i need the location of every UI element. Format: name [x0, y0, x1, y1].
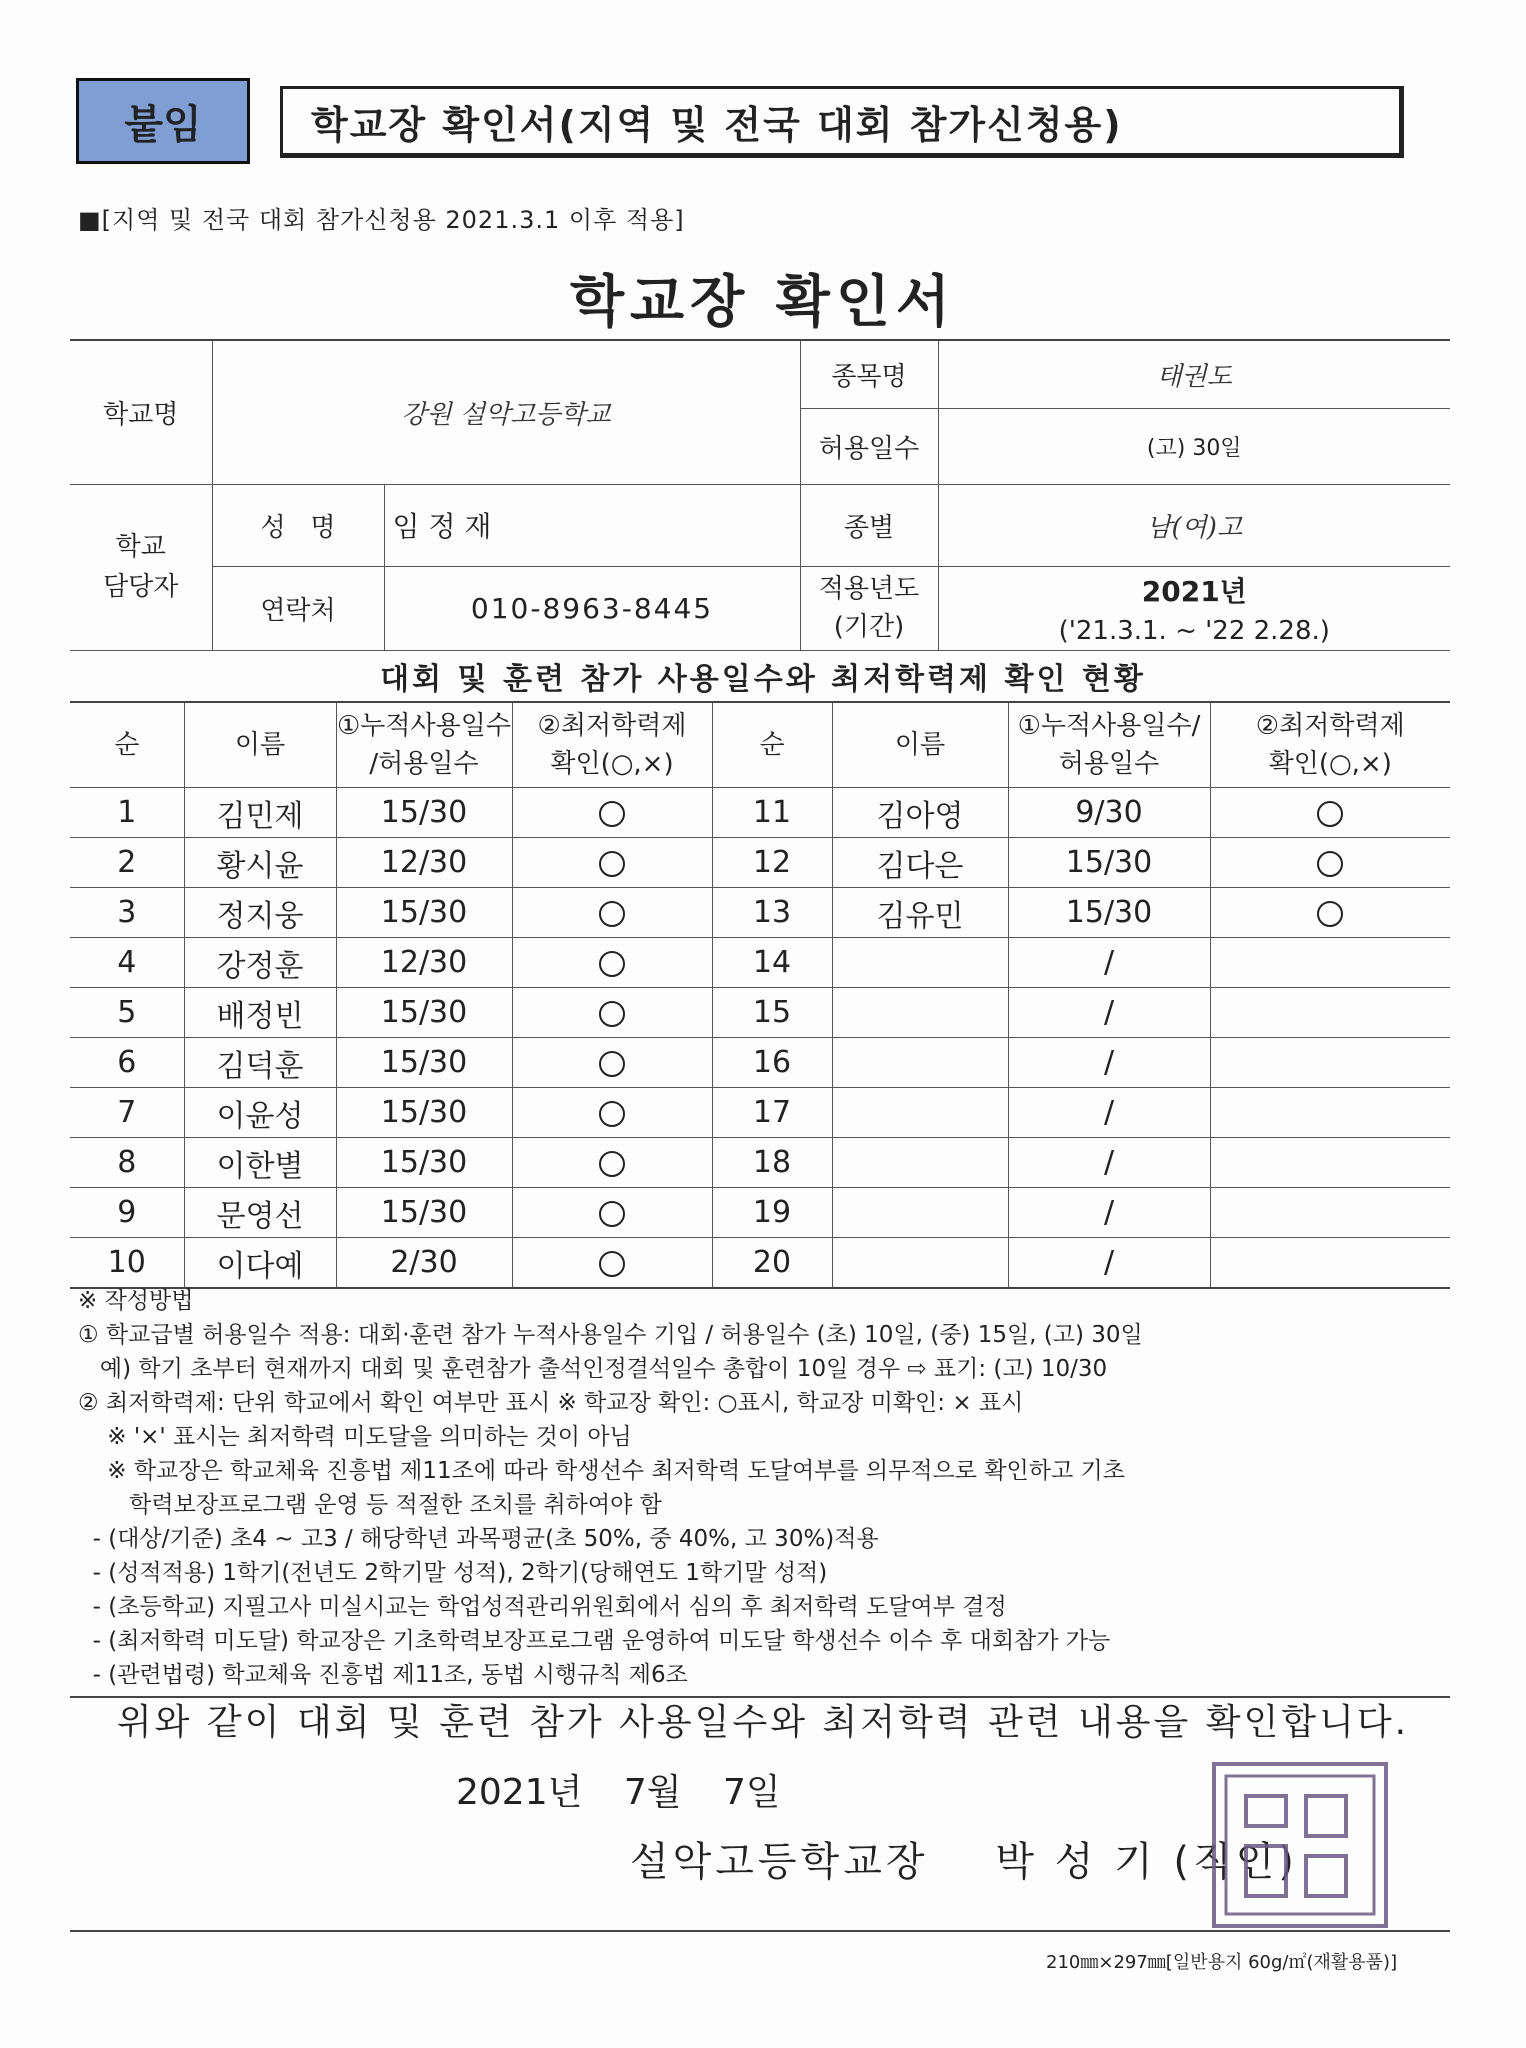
cell-check	[1210, 838, 1450, 888]
cell-no: 11	[712, 788, 832, 838]
document-header-title: 학교장 확인서(지역 및 전국 대회 참가신청용)	[280, 86, 1404, 158]
cell-days: 15/30	[336, 1188, 512, 1238]
year-cell	[938, 566, 1450, 650]
cell-student-name: 강정훈	[184, 938, 336, 988]
cell-no: 18	[712, 1138, 832, 1188]
cell-student-name: 황시윤	[184, 838, 336, 888]
cell-days: /	[1008, 938, 1210, 988]
col-header-days: ①누적사용일수 /허용일수	[336, 702, 512, 788]
principal-signature: 설악고등학교장 박 성 기 (직인)	[630, 1839, 1298, 1885]
cell-no: 9	[70, 1188, 184, 1238]
col-header-no: 순	[70, 702, 184, 788]
cell-student-name: 이한별	[184, 1138, 336, 1188]
cell-no: 20	[712, 1238, 832, 1289]
table-row	[70, 888, 1450, 938]
contact-phone-value: 010-8963-8445	[384, 566, 800, 650]
cell-student-name	[832, 938, 1008, 988]
table-row	[70, 988, 1450, 1038]
note-line: - (초등학교) 지필고사 미실시교는 학업성적관리위원회에서 심의 후 최저학력 도달여부 결정	[78, 1594, 1007, 1620]
cell-no: 4	[70, 938, 184, 988]
divider	[70, 1930, 1450, 1932]
cell-student-name: 정지웅	[184, 888, 336, 938]
cell-student-name: 김덕훈	[184, 1038, 336, 1088]
cell-student-name	[832, 1238, 1008, 1289]
check-circle-icon	[599, 1051, 625, 1077]
table-row	[70, 1138, 1450, 1188]
table-row	[70, 788, 1450, 838]
cell-days: 12/30	[336, 938, 512, 988]
cell-check	[1210, 1188, 1450, 1238]
cell-days: /	[1008, 1238, 1210, 1289]
cell-days: /	[1008, 988, 1210, 1038]
paper-spec-footer: 210㎜×297㎜[일반용지 60g/㎡(재활용품)]	[1046, 1952, 1398, 1973]
note-line: 예) 학기 초부터 현재까지 대회 및 훈련참가 출석인정결석일수 총합이 10일 경우 ⇨ 표기: (고) 10/30	[78, 1356, 1108, 1382]
attachment-tag: 붙임	[76, 78, 250, 164]
school-name-value: 강원 설악고등학교	[212, 340, 800, 484]
cell-days: 12/30	[336, 838, 512, 888]
cell-no: 2	[70, 838, 184, 888]
cell-no: 14	[712, 938, 832, 988]
period-value: ('21.3.1. ~ '22 2.28.)	[1058, 616, 1330, 646]
cell-check	[512, 838, 712, 888]
note-line: ※ 작성방법	[78, 1288, 194, 1314]
col-header-no-2: 순	[712, 702, 832, 788]
check-circle-icon	[599, 1201, 625, 1227]
signing-date: 2021년 7월 7일	[456, 1772, 781, 1813]
cell-days: 9/30	[1008, 788, 1210, 838]
school-name-label: 학교명	[70, 340, 212, 484]
cell-student-name: 김아영	[832, 788, 1008, 838]
seal-icon	[1216, 1766, 1384, 1924]
cell-no: 10	[70, 1238, 184, 1289]
note-line: - (대상/기준) 초4 ~ 고3 / 해당학년 과목평균(초 50%, 중 40%, 고 30%)적용	[78, 1526, 879, 1552]
cell-days: 15/30	[336, 888, 512, 938]
cell-no: 8	[70, 1138, 184, 1188]
cell-check	[1210, 1138, 1450, 1188]
cell-student-name: 문영선	[184, 1188, 336, 1238]
check-circle-icon	[599, 951, 625, 977]
cell-days: 15/30	[1008, 838, 1210, 888]
note-line: - (최저학력 미도달) 학교장은 기초학력보장프로그램 운영하여 미도달 학생선수 이수 후 대회참가 가능	[78, 1628, 1111, 1654]
contact-name-label: 성 명	[212, 484, 384, 566]
cell-no: 17	[712, 1088, 832, 1138]
cell-check	[1210, 1038, 1450, 1088]
check-circle-icon	[599, 801, 625, 827]
cell-days: /	[1008, 1188, 1210, 1238]
cell-no: 1	[70, 788, 184, 838]
cell-check	[512, 788, 712, 838]
contact-name-value: 임 정 재	[384, 484, 800, 566]
section-title: 대회 및 훈련 참가 사용일수와 최저학력제 확인 현황	[380, 662, 1146, 697]
note-line: 학력보장프로그램 운영 등 적절한 조치를 취하여야 함	[78, 1492, 662, 1518]
cell-student-name: 이윤성	[184, 1088, 336, 1138]
cell-days: 15/30	[336, 1088, 512, 1138]
note-line: ② 최저학력제: 단위 학교에서 확인 여부만 표시 ※ 학교장 확인: ○표시, 학교장 미확인: × 표시	[78, 1390, 1024, 1416]
note-line: - (성적적용) 1학기(전년도 2학기말 성적), 2학기(당해연도 1학기말 성적)	[78, 1560, 828, 1586]
cell-student-name: 이다예	[184, 1238, 336, 1289]
page-title: 학교장 확인서	[569, 270, 957, 335]
check-circle-icon	[1317, 901, 1343, 927]
cell-days: 2/30	[336, 1238, 512, 1289]
table-row	[70, 1088, 1450, 1138]
cell-no: 16	[712, 1038, 832, 1088]
check-circle-icon	[599, 851, 625, 877]
roster-table	[70, 701, 1450, 1289]
applicability-note: ■[지역 및 전국 대회 참가신청용 2021.3.1 이후 적용]	[78, 206, 685, 234]
school-info-table	[70, 339, 1450, 651]
table-row	[70, 838, 1450, 888]
cell-no: 5	[70, 988, 184, 1038]
cell-check	[512, 1088, 712, 1138]
cell-student-name	[832, 988, 1008, 1038]
check-circle-icon	[1317, 851, 1343, 877]
cell-no: 19	[712, 1188, 832, 1238]
cell-student-name: 김다은	[832, 838, 1008, 888]
official-seal-stamp	[1212, 1762, 1388, 1928]
cell-days: /	[1008, 1038, 1210, 1088]
table-row	[70, 1238, 1450, 1289]
cell-check	[512, 1138, 712, 1188]
cell-days: 15/30	[336, 1138, 512, 1188]
year-label: 적용년도 (기간)	[800, 566, 938, 650]
cell-no: 6	[70, 1038, 184, 1088]
cell-days: 15/30	[336, 788, 512, 838]
contact-phone-label: 연락처	[212, 566, 384, 650]
cell-check	[1210, 788, 1450, 838]
check-circle-icon	[599, 1151, 625, 1177]
cell-student-name: 김유민	[832, 888, 1008, 938]
cell-days: 15/30	[1008, 888, 1210, 938]
cell-no: 7	[70, 1088, 184, 1138]
cell-student-name	[832, 1088, 1008, 1138]
cell-no: 13	[712, 888, 832, 938]
cell-student-name	[832, 1038, 1008, 1088]
gender-label: 종별	[800, 484, 938, 566]
cell-check	[512, 1188, 712, 1238]
cell-check	[512, 1238, 712, 1289]
note-line: ※ '×' 표시는 최저학력 미도달을 의미하는 것이 아님	[78, 1424, 632, 1450]
table-row	[70, 938, 1450, 988]
note-line: ① 학교급별 허용일수 적용: 대회·훈련 참가 누적사용일수 기입 / 허용일수 (초) 10일, (중) 15일, (고) 30일	[78, 1322, 1143, 1348]
col-header-days-2: ①누적사용일수/ 허용일수	[1008, 702, 1210, 788]
check-circle-icon	[599, 1101, 625, 1127]
cell-check	[1210, 1088, 1450, 1138]
cell-check	[1210, 988, 1450, 1038]
cell-student-name	[832, 1138, 1008, 1188]
note-line: ※ 학교장은 학교체육 진흥법 제11조에 따라 학생선수 최저학력 도달여부를 의무적으로 확인하고 기초	[78, 1458, 1125, 1484]
cell-check	[1210, 938, 1450, 988]
cell-no: 12	[712, 838, 832, 888]
cell-check	[1210, 888, 1450, 938]
sport-label: 종목명	[800, 340, 938, 408]
cell-no: 3	[70, 888, 184, 938]
allowed-days-value: (고) 30일	[938, 408, 1450, 484]
cell-check	[1210, 1238, 1450, 1289]
contact-label: 학교 담당자	[70, 484, 212, 650]
check-circle-icon	[599, 901, 625, 927]
col-header-check: ②최저학력제 확인(○,×)	[512, 702, 712, 788]
check-circle-icon	[599, 1001, 625, 1027]
check-circle-icon	[599, 1251, 625, 1277]
year-value: 2021년	[1141, 575, 1247, 608]
cell-days: /	[1008, 1138, 1210, 1188]
cell-student-name: 김민제	[184, 788, 336, 838]
cell-student-name: 배정빈	[184, 988, 336, 1038]
col-header-check-2: ②최저학력제 확인(○,×)	[1210, 702, 1450, 788]
sport-value: 태권도	[938, 340, 1450, 408]
cell-check	[512, 888, 712, 938]
gender-value: 남(여)고	[938, 484, 1450, 566]
cell-days: 15/30	[336, 988, 512, 1038]
cell-no: 15	[712, 988, 832, 1038]
cell-days: 15/30	[336, 1038, 512, 1088]
note-line: - (관련법령) 학교체육 진흥법 제11조, 동법 시행규칙 제6조	[78, 1662, 688, 1688]
col-header-name-2: 이름	[832, 702, 1008, 788]
cell-check	[512, 1038, 712, 1088]
col-header-name: 이름	[184, 702, 336, 788]
check-circle-icon	[1317, 801, 1343, 827]
allowed-days-label: 허용일수	[800, 408, 938, 484]
cell-days: /	[1008, 1088, 1210, 1138]
cell-student-name	[832, 1188, 1008, 1238]
writing-instructions	[78, 1284, 1458, 1692]
cell-check	[512, 988, 712, 1038]
confirmation-statement: 위와 같이 대회 및 훈련 참가 사용일수와 최저학력 관련 내용을 확인합니다.	[116, 1702, 1410, 1743]
table-row	[70, 1038, 1450, 1088]
cell-check	[512, 938, 712, 988]
table-row	[70, 1188, 1450, 1238]
